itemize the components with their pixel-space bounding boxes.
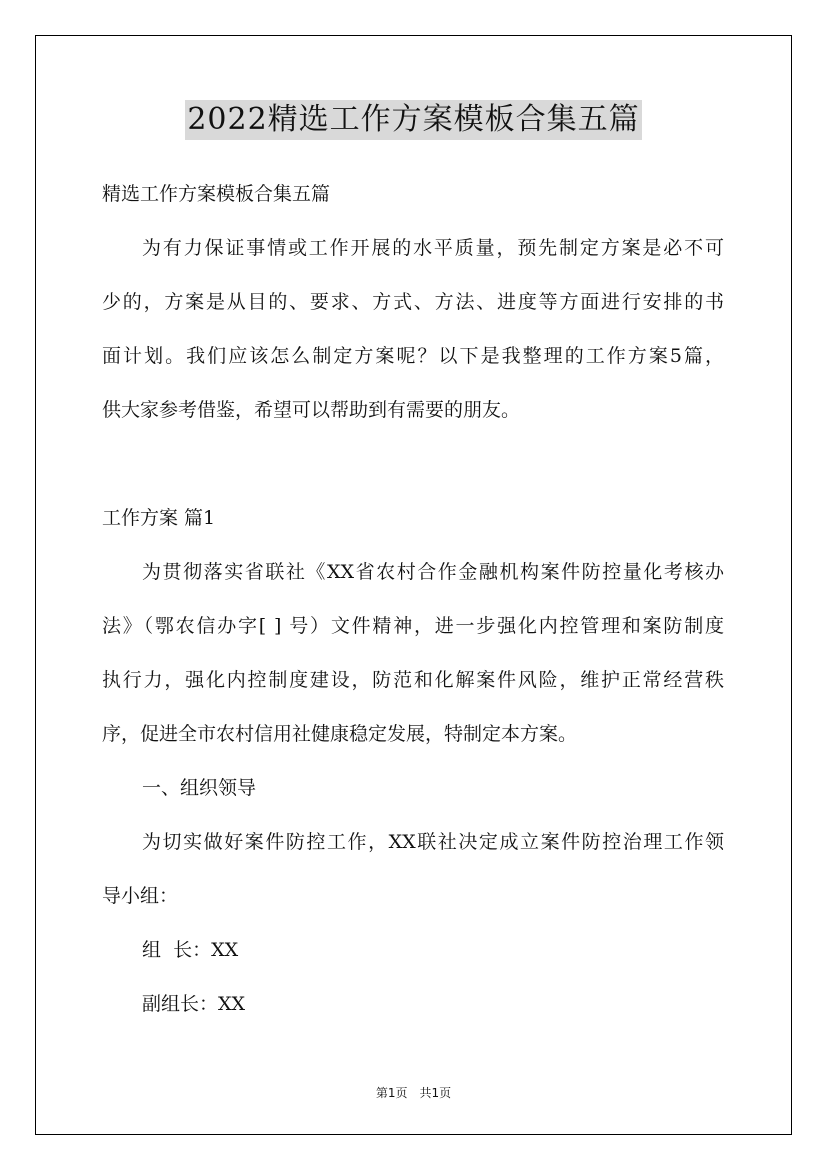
deputy-line: 副组长：XX [142,993,246,1015]
intro-line-3: 面计划。我们应该怎么制定方案呢？以下是我整理的工作方案5篇， [102,345,724,367]
leader-line: 组 长：XX [142,939,239,961]
section-para-line-2: 法》（鄂农信办字[ ] 号）文件精神，进一步强化内控管理和案防制度 [102,615,724,637]
intro-line-1: 为有力保证事情或工作开展的水平质量，预先制定方案是必不可 [142,237,724,259]
document-title: 2022精选工作方案模板合集五篇 [185,100,641,140]
org-heading: 一、组织领导 [142,777,257,799]
intro-line-4: 供大家参考借鉴，希望可以帮助到有需要的朋友。 [102,399,521,421]
section-para-line-1: 为贯彻落实省联社《XX省农村合作金融机构案件防控量化考核办 [142,561,724,583]
section-para-line-3: 执行力，强化内控制度建设，防范和化解案件风险，维护正常经营秩 [102,669,724,691]
page-total: 共1页 [419,1086,452,1100]
section-para-line-4: 序，促进全市农村信用社健康稳定发展，特制定本方案。 [102,723,578,745]
intro-line-2: 少的，方案是从目的、要求、方式、方法、进度等方面进行安排的书 [102,291,724,313]
document-subtitle: 精选工作方案模板合集五篇 [102,183,331,205]
page-number: 第1页 [375,1086,408,1100]
org-para-line-1: 为切实做好案件防控工作，XX联社决定成立案件防控治理工作领 [142,831,724,853]
page-footer [0,1084,827,1101]
section-heading: 工作方案 篇1 [102,507,216,529]
org-para-line-2: 导小组： [102,885,179,907]
